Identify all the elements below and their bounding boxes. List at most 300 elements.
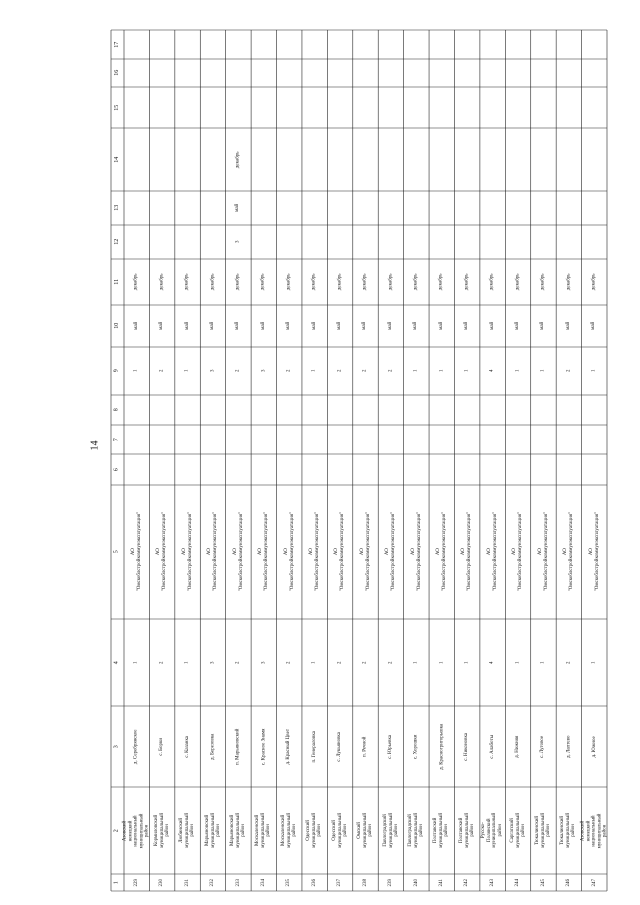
- cell-c9-text: 1: [540, 369, 546, 373]
- cell-n-text: 245: [540, 878, 546, 887]
- cell-district-text: Полтавский муниципальный район: [458, 813, 475, 848]
- cell-c11-text: декабрь: [489, 273, 495, 291]
- cell-c9: [327, 347, 352, 395]
- cell-n: [480, 874, 505, 891]
- cell-c4: [404, 619, 429, 706]
- cell-settlement-text: д. Нижняя: [515, 735, 521, 758]
- column-header: [111, 425, 124, 454]
- cell-c10-text: май: [464, 321, 470, 331]
- cell-c9-text: 1: [133, 369, 139, 373]
- cell-settlement-text: с. Алаботы: [489, 734, 495, 759]
- cell-c11-text: декабрь: [438, 273, 444, 291]
- cell-n: [175, 874, 200, 891]
- cell-c11-text: декабрь: [566, 273, 572, 291]
- cell-district-text: Полтавский муниципальный район: [433, 813, 450, 848]
- column-header-text: 7: [113, 438, 120, 441]
- cell-c11-text: декабрь: [184, 273, 190, 291]
- cell-district: [454, 787, 479, 874]
- cell-c4-text: 2: [337, 661, 343, 664]
- cell-c10-text: май: [515, 321, 521, 331]
- cell-n-text: 243: [489, 878, 495, 887]
- cell-c4: [124, 619, 149, 706]
- cell-n: [327, 874, 352, 891]
- cell-n: [124, 874, 149, 891]
- cell-settlement: [454, 706, 479, 787]
- cell-c9: [302, 347, 327, 395]
- cell-c10: [200, 305, 225, 347]
- cell-org: [200, 485, 225, 619]
- cell-org-text: АО "Омскоблстройкоммунэксплуатация": [181, 512, 193, 592]
- cell-n: [505, 874, 530, 891]
- cell-org-text: АО "Омскоблстройкоммунэксплуатация": [588, 512, 600, 592]
- cell-c11: [531, 259, 556, 305]
- cell-c4-text: 2: [566, 661, 572, 664]
- cell-c11-text: декабрь: [210, 273, 216, 291]
- cell-c10-text: май: [388, 321, 394, 331]
- cell-district: [582, 787, 607, 874]
- cell-c11: [353, 259, 378, 305]
- cell-c9: [251, 347, 276, 395]
- cell-c11-text: декабрь: [159, 273, 165, 291]
- cell-c13: [226, 191, 251, 225]
- column-header-text: 15: [113, 104, 120, 111]
- cell-c9-text: 1: [438, 369, 444, 373]
- cell-org-text: АО "Омскоблстройкоммунэксплуатация": [537, 512, 549, 592]
- cell-c9-text: 2: [286, 369, 292, 373]
- cell-c4: [251, 619, 276, 706]
- column-header: [111, 87, 124, 128]
- cell-c11: [200, 259, 225, 305]
- cell-c9-text: 3: [261, 369, 266, 373]
- cell-c11: [454, 259, 479, 305]
- column-header-text: 8: [113, 408, 120, 412]
- cell-settlement: [149, 706, 174, 787]
- cell-district-text: Саргатский муниципальный район: [509, 813, 526, 848]
- cell-settlement: [556, 706, 581, 787]
- cell-c4-text: 4: [489, 661, 495, 664]
- cell-district-text: Тюкалинский муниципальный район: [560, 813, 577, 848]
- cell-settlement: [327, 706, 352, 787]
- cell-settlement: [175, 706, 200, 787]
- cell-org: [378, 485, 403, 619]
- cell-c9: [454, 347, 479, 395]
- cell-c4-text: 2: [235, 661, 241, 664]
- cell-c4-text: 1: [184, 661, 190, 664]
- cell-c11: [277, 259, 302, 305]
- cell-c4: [327, 619, 352, 706]
- cell-district-text: Азовский немецкий национальный муниципальный район: [580, 813, 608, 848]
- cell-c9: [200, 347, 225, 395]
- cell-settlement-text: д. Лаптево: [566, 735, 572, 758]
- column-header-text: 16: [113, 70, 120, 76]
- cell-c10-text: май: [413, 321, 419, 331]
- cell-c10: [302, 305, 327, 347]
- cell-c9-text: 1: [591, 369, 597, 373]
- cell-settlement-text: д. Южное: [591, 735, 597, 758]
- cell-c11-text: декабрь: [260, 273, 266, 291]
- cell-settlement: [353, 706, 378, 787]
- cell-c12: [226, 225, 251, 259]
- column-header-text: 3: [113, 745, 120, 748]
- cell-c9-text: 1: [464, 369, 470, 373]
- cell-settlement: [378, 706, 403, 787]
- column-header: [111, 395, 124, 425]
- cell-n-text: 244: [515, 878, 521, 887]
- cell-settlement: [582, 706, 607, 787]
- cell-c10: [505, 305, 530, 347]
- column-header-text: 12: [113, 239, 120, 245]
- cell-district: [353, 787, 378, 874]
- cell-c9: [556, 347, 581, 395]
- cell-c4-text: 1: [591, 661, 597, 664]
- cell-district-text: Азовский немецкий национальный муниципальный район: [122, 813, 151, 848]
- cell-district-text: Одесский муниципальный район: [331, 813, 348, 848]
- cell-c4-text: 2: [362, 661, 368, 664]
- cell-c10: [582, 305, 607, 347]
- cell-c4-text: 3: [261, 661, 266, 664]
- cell-n: [226, 874, 251, 891]
- cell-c4-text: 1: [133, 661, 139, 664]
- cell-c11-text: декабрь: [362, 273, 368, 291]
- cell-c10-text: май: [438, 321, 444, 331]
- column-header-text: 10: [113, 323, 120, 329]
- cell-c9-text: 3: [210, 369, 216, 373]
- cell-c10: [226, 305, 251, 347]
- column-header: [111, 706, 124, 787]
- cell-district: [404, 787, 429, 874]
- cell-c9: [175, 347, 200, 395]
- cell-c11: [480, 259, 505, 305]
- cell-district: [124, 787, 149, 874]
- cell-org: [429, 485, 454, 619]
- cell-district: [277, 787, 302, 874]
- cell-c10: [124, 305, 149, 347]
- cell-n-text: 240: [413, 878, 419, 887]
- column-header-text: 2: [113, 829, 120, 832]
- cell-n: [149, 874, 174, 891]
- cell-c9-text: 4: [489, 369, 495, 373]
- cell-c4: [556, 619, 581, 706]
- cell-district-text: Москаленский муниципальный район: [280, 813, 298, 848]
- cell-c11-text: декабрь: [311, 273, 317, 291]
- cell-c9: [582, 347, 607, 395]
- cell-c11-text: декабрь: [413, 273, 419, 291]
- cell-c9: [226, 347, 251, 395]
- column-header-text: 6: [113, 468, 120, 471]
- cell-c11: [505, 259, 530, 305]
- cell-n-text: 229: [133, 878, 139, 887]
- cell-settlement: [302, 706, 327, 787]
- cell-c11: [378, 259, 403, 305]
- cell-c10-text: май: [235, 321, 241, 331]
- cell-district-text: Москаленский муниципальный район: [255, 813, 272, 848]
- cell-district: [149, 787, 174, 874]
- cell-org-text: АО "Омскоблстройкоммунэксплуатация": [359, 512, 371, 592]
- cell-c10-text: май: [540, 321, 546, 331]
- cell-district: [302, 787, 327, 874]
- cell-c4: [480, 619, 505, 706]
- cell-c10-text: май: [261, 321, 266, 331]
- cell-n-text: 242: [464, 878, 470, 887]
- cell-c10-text: май: [286, 321, 292, 331]
- cell-c9-text: 2: [566, 369, 572, 373]
- cell-org: [302, 485, 327, 619]
- cell-c4: [505, 619, 530, 706]
- cell-district-text: Русско-Полянский муниципальный район: [481, 813, 504, 848]
- cell-c11: [175, 259, 200, 305]
- cell-org: [505, 485, 530, 619]
- cell-org-text: АО "Омскоблстройкоммунэксплуатация": [232, 512, 244, 592]
- cell-org-text: АО "Омскоблстройкоммунэксплуатация": [258, 512, 269, 592]
- cell-c9: [429, 347, 454, 395]
- cell-c14: [226, 128, 251, 191]
- column-header: [111, 191, 124, 225]
- cell-district-text: Одесский муниципальный район: [306, 813, 323, 848]
- column-header-text: 1: [113, 881, 120, 884]
- cell-settlement-text: д. Березовка: [210, 733, 216, 760]
- cell-n-text: 235: [286, 878, 292, 887]
- cell-settlement-text: с. Казанка: [184, 735, 190, 758]
- cell-c10-text: май: [489, 321, 495, 331]
- column-header: [111, 874, 124, 891]
- cell-org: [124, 485, 149, 619]
- column-header-text: 13: [113, 205, 120, 211]
- cell-district: [175, 787, 200, 874]
- cell-c11: [124, 259, 149, 305]
- cell-c4: [454, 619, 479, 706]
- cell-settlement: [531, 706, 556, 787]
- cell-c9-text: 1: [515, 369, 521, 373]
- column-header: [111, 30, 124, 59]
- cell-settlement: [251, 706, 276, 787]
- cell-district: [480, 787, 505, 874]
- cell-settlement-text: с. Хорошки: [413, 734, 419, 759]
- cell-org-text: АО "Омскоблстройкоммунэксплуатация": [334, 512, 346, 592]
- cell-settlement: [505, 706, 530, 787]
- cell-district-text: Марьяновский муниципальный район: [204, 813, 221, 848]
- cell-n: [556, 874, 581, 891]
- cell-c10: [531, 305, 556, 347]
- cell-settlement-text: с. Юрьевка: [388, 734, 394, 759]
- column-header: [111, 347, 124, 395]
- cell-district-text: Павлоградский муниципальный район: [382, 813, 399, 848]
- cell-org-text: АО "Омскоблстройкоммунэксплуатация": [156, 512, 168, 592]
- cell-n: [454, 874, 479, 891]
- cell-c4: [302, 619, 327, 706]
- cell-c9-text: 1: [184, 369, 190, 373]
- cell-n-text: 246: [566, 878, 572, 887]
- cell-n-text: 239: [388, 878, 394, 887]
- cell-c4-text: 1: [311, 661, 317, 664]
- cell-c11-text: декабрь: [235, 273, 241, 291]
- cell-c4: [582, 619, 607, 706]
- cell-n-text: 241: [438, 878, 444, 887]
- cell-c10-text: май: [337, 321, 343, 331]
- cell-settlement-text: д. Красногригорьевка: [438, 723, 444, 770]
- cell-org-text: АО "Омскоблстройкоммунэксплуатация": [487, 512, 498, 592]
- column-header: [111, 128, 124, 191]
- cell-c9-text: 2: [159, 369, 165, 373]
- cell-district: [251, 787, 276, 874]
- cell-n: [277, 874, 302, 891]
- cell-org: [353, 485, 378, 619]
- cell-c11: [556, 259, 581, 305]
- cell-org-text: АО "Омскоблстройкоммунэксплуатация": [410, 512, 422, 592]
- cell-n: [531, 874, 556, 891]
- cell-c9: [149, 347, 174, 395]
- cell-c11-text: декабрь: [591, 273, 597, 291]
- cell-c4: [429, 619, 454, 706]
- cell-c14-text: декабрь: [235, 151, 241, 168]
- cell-n-text: 233: [235, 878, 241, 887]
- cell-org-text: АО "Омскоблстройкоммунэксплуатация": [512, 512, 524, 592]
- cell-n-text: 247: [591, 878, 597, 887]
- cell-org: [226, 485, 251, 619]
- cell-c4: [226, 619, 251, 706]
- cell-org: [277, 485, 302, 619]
- column-header-text: 4: [113, 661, 120, 664]
- cell-c10: [327, 305, 352, 347]
- cell-c10-text: май: [591, 321, 597, 331]
- cell-district-text: Омский муниципальный район: [357, 813, 374, 848]
- cell-settlement-text: д. Серебрянское: [133, 729, 139, 764]
- cell-n-text: 238: [362, 878, 368, 887]
- cell-n-text: 237: [337, 878, 343, 887]
- cell-c10-text: май: [311, 321, 317, 331]
- cell-c10: [378, 305, 403, 347]
- cell-org-text: АО "Омскоблстройкоммунэксплуатация": [207, 512, 218, 592]
- cell-c10: [149, 305, 174, 347]
- cell-c4-text: 2: [159, 661, 165, 664]
- cell-c10: [429, 305, 454, 347]
- cell-org: [531, 485, 556, 619]
- cell-n: [302, 874, 327, 891]
- cell-org-text: АО "Омскоблстройкоммунэксплуатация": [385, 512, 396, 592]
- cell-n: [200, 874, 225, 891]
- cell-org: [327, 485, 352, 619]
- cell-c11: [404, 259, 429, 305]
- cell-c11-text: декабрь: [337, 273, 343, 291]
- cell-n: [251, 874, 276, 891]
- cell-org-text: АО "Омскоблстройкоммунэксплуатация": [563, 512, 574, 592]
- cell-c10-text: май: [159, 321, 165, 331]
- cell-c4: [277, 619, 302, 706]
- page-number: 14: [89, 440, 101, 451]
- cell-c4: [149, 619, 174, 706]
- cell-c10: [251, 305, 276, 347]
- cell-c9: [378, 347, 403, 395]
- cell-settlement-text: с. Луговое: [540, 735, 546, 758]
- cell-district: [531, 787, 556, 874]
- cell-c9-text: 1: [311, 369, 317, 373]
- cell-settlement-text: с. Красное Знамя: [261, 728, 266, 765]
- cell-c4-text: 1: [540, 661, 546, 664]
- cell-district-text: Марьяновский муниципальный район: [229, 813, 247, 848]
- cell-settlement: [480, 706, 505, 787]
- cell-settlement-text: с. Борки: [159, 737, 165, 756]
- cell-settlement-text: п. Марьяновский: [235, 728, 241, 765]
- cell-district: [200, 787, 225, 874]
- cell-c4: [175, 619, 200, 706]
- cell-c11: [582, 259, 607, 305]
- cell-n: [404, 874, 429, 891]
- cell-org-text: АО "Омскоблстройкоммунэксплуатация": [461, 512, 473, 592]
- cell-district-text: Кормиловский муниципальный район: [153, 813, 170, 848]
- cell-c4-text: 1: [464, 661, 470, 664]
- cell-n-text: 234: [261, 878, 266, 887]
- column-header: [111, 305, 124, 347]
- cell-district-text: Павлоградский муниципальный район: [407, 813, 425, 848]
- cell-c10-text: май: [210, 321, 216, 331]
- cell-c10: [175, 305, 200, 347]
- cell-c11: [149, 259, 174, 305]
- cell-c9-text: 1: [413, 369, 419, 373]
- column-header-text: 5: [113, 550, 120, 554]
- cell-c4: [378, 619, 403, 706]
- column-header-text: 14: [113, 156, 120, 163]
- cell-settlement-text: с. Никоновка: [464, 732, 470, 761]
- cell-c10: [556, 305, 581, 347]
- cell-org-text: АО "Омскоблстройкоммунэксплуатация": [283, 512, 295, 592]
- cell-c10: [404, 305, 429, 347]
- cell-c11: [327, 259, 352, 305]
- cell-c11: [251, 259, 276, 305]
- cell-org-text: АО "Омскоблстройкоммунэксплуатация": [131, 512, 142, 592]
- cell-c11-text: декабрь: [464, 273, 470, 291]
- cell-org: [251, 485, 276, 619]
- cell-district: [327, 787, 352, 874]
- cell-n: [353, 874, 378, 891]
- cell-org: [556, 485, 581, 619]
- cell-c9-text: 2: [388, 369, 394, 373]
- cell-n: [582, 874, 607, 891]
- cell-c11: [302, 259, 327, 305]
- cell-c10: [480, 305, 505, 347]
- cell-c4-text: 3: [210, 661, 216, 664]
- column-header-text: 11: [113, 279, 120, 285]
- cell-c9-text: 2: [235, 369, 241, 373]
- cell-n-text: 236: [311, 878, 317, 887]
- cell-c10-text: май: [362, 321, 368, 331]
- cell-org: [175, 485, 200, 619]
- cell-c4: [200, 619, 225, 706]
- cell-org: [582, 485, 607, 619]
- cell-district-text: Тюкалинский муниципальный район: [535, 813, 552, 848]
- column-header: [111, 619, 124, 706]
- column-header: [111, 225, 124, 259]
- cell-c4-text: 2: [286, 661, 292, 664]
- cell-c4-text: 1: [438, 661, 444, 664]
- cell-c10-text: май: [566, 321, 572, 331]
- cell-settlement: [404, 706, 429, 787]
- cell-c4-text: 1: [515, 661, 521, 664]
- cell-settlement: [124, 706, 149, 787]
- cell-district: [429, 787, 454, 874]
- cell-c13-text: май: [235, 203, 241, 213]
- cell-org: [454, 485, 479, 619]
- cell-district: [226, 787, 251, 874]
- column-header: [111, 485, 124, 619]
- cell-org: [149, 485, 174, 619]
- cell-c10: [277, 305, 302, 347]
- cell-c9: [124, 347, 149, 395]
- cell-district: [378, 787, 403, 874]
- cell-c9: [505, 347, 530, 395]
- cell-c11-text: декабрь: [540, 273, 546, 291]
- cell-n-text: 231: [184, 878, 190, 887]
- cell-c9: [480, 347, 505, 395]
- cell-c9: [404, 347, 429, 395]
